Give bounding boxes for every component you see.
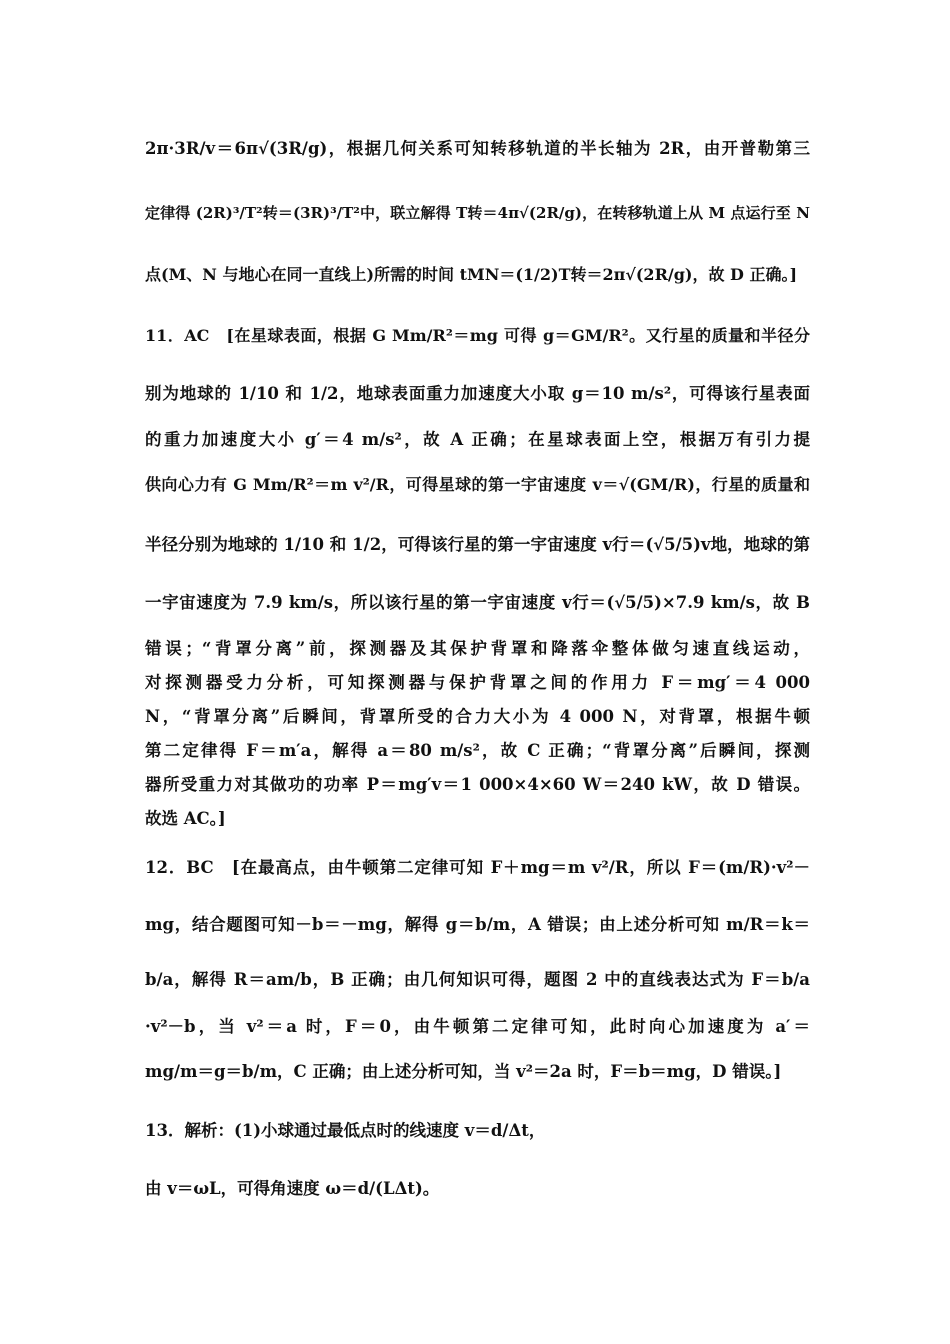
text-line-21: 13．解析：(1)小球通过最低点时的线速度 v＝d/Δt，: [145, 1121, 546, 1140]
text-line-14: 器所受重力对其做功的功率 P＝mg′v＝1 000×4×60 W＝240 kW，故 D 错误。: [145, 775, 810, 794]
text-line-12: N，“背罩分离”后瞬间，背罩所受的合力大小为 4 000 N，对背罩，根据牛顿: [145, 707, 810, 726]
text-line-16: 12．BC [在最高点，由牛顿第二定律可知 F＋mg＝m v²/R，所以 F＝(m/R)·v²－: [145, 858, 810, 877]
text-line-19: ·v²－b，当 v²＝a 时，F＝0，由牛顿第二定律可知，此时向心加速度为 a′＝: [145, 1017, 810, 1036]
text-line-4: 11．AC [在星球表面，根据 G Mm/R²＝mg 可得 g＝GM/R²。又行星的质量和半径分: [145, 326, 810, 345]
text-line-5: 别为地球的 1/10 和 1/2，地球表面重力加速度大小取 g＝10 m/s²，可得该行星表面: [145, 384, 810, 403]
text-line-17: mg，结合题图可知－b＝－mg，解得 g＝b/m，A 错误；由上述分析可知 m/R＝k＝: [145, 915, 810, 934]
text-line-9: 一宇宙速度为 7.9 km/s，所以该行星的第一宇宙速度 v行＝(√5/5)×7.9 km/s，故 B: [145, 593, 810, 612]
text-line-6: 的重力加速度大小 g′＝4 m/s²，故 A 正确；在星球表面上空，根据万有引力提: [145, 430, 810, 449]
text-line-7: 供向心力有 G Mm/R²＝m v²/R，可得星球的第一宇宙速度 v＝√(GM/R)，行星的质量和: [145, 475, 810, 494]
text-line-13: 第二定律得 F＝m′a，解得 a＝80 m/s²，故 C 正确；“背罩分离”后瞬间，探测: [145, 741, 810, 760]
text-line-15: 故选 AC。]: [145, 809, 226, 828]
text-line-8: 半径分别为地球的 1/10 和 1/2，可得该行星的第一宇宙速度 v行＝(√5/5)v地，地球的第: [145, 535, 810, 554]
text-line-22: 由 v＝ωL，可得角速度 ω＝d/(LΔt)。: [145, 1179, 440, 1198]
text-line-10: 错误；“背罩分离”前，探测器及其保护背罩和降落伞整体做匀速直线运动，: [145, 639, 810, 658]
text-line-3: 点(M、N 与地心在同一直线上)所需的时间 tMN＝(1/2)T转＝2π√(2R/g)，故 D 正确。]: [145, 265, 798, 284]
text-line-18: b/a，解得 R＝am/b，B 正确；由几何知识可得，题图 2 中的直线表达式为 F＝b/a: [145, 970, 810, 989]
text-line-2: 定律得 (2R)³/T²转＝(3R)³/T²中，联立解得 T转＝4π√(2R/g)，在转移轨道上从 M 点运行至 N: [145, 204, 810, 222]
text-line-1: 2π·3R/v＝6π√(3R/g)，根据几何关系可知转移轨道的半长轴为 2R，由开普勒第三: [145, 139, 810, 158]
text-line-20: mg/m＝g＝b/m，C 正确；由上述分析可知，当 v²＝2a 时，F＝b＝mg，D 错误。]: [145, 1062, 782, 1081]
text-line-11: 对探测器受力分析，可知探测器与保护背罩之间的作用力 F＝mg′＝4 000: [145, 673, 810, 692]
